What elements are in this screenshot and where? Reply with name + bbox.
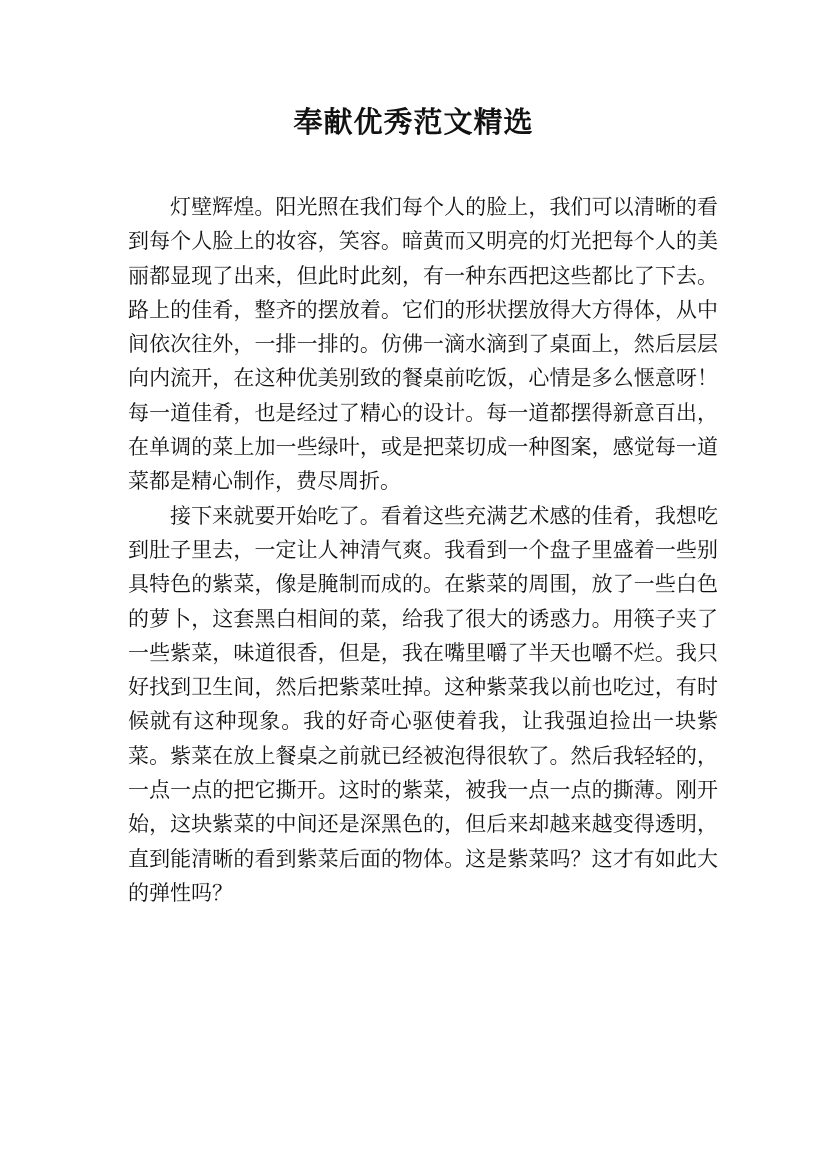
paragraph-2: 接下来就要开始吃了。看着这些充满艺术感的佳肴，我想吃到肚子里去，一定让人神清气爽。我看到一个盘子里盛着一些别具特色的紫菜，像是腌制而成的。在紫菜的周围，放了一些白色的萝卜，这套黑白相间的菜，给我了很大的诱惑力。用筷子夹了一些紫菜，味道很香，但是，我在嘴里嚼了半天也嚼不烂。我只好找到卫生间，然后把紫菜吐掉。这种紫菜我以前也吃过，有时候就有这种现象。我的好奇心驱使着我，让我强迫捡出一块紫菜。紫菜在放上餐桌之前就已经被泡得很软了。然后我轻轻的，一点一点的把它撕开。这时的紫菜，被我一点一点的撕薄。刚开始，这块紫菜的中间还是深黑色的，但后来却越来越变得透明，直到能清晰的看到紫菜后面的物体。这是紫菜吗？这才有如此大的弹性吗？ [128,503,718,905]
document-body [128,190,718,910]
document-title: 奉献优秀范文精选 [293,105,534,139]
paragraph-1: 灯壁辉煌。阳光照在我们每个人的脸上，我们可以清晰的看到每个人脸上的妆容，笑容。暗黄而又明亮的灯光把每个人的美丽都显现了出来，但此时此刻，有一种东西把这些都比了下去。路上的佳肴，整齐的摆放着。它们的形状摆放得大方得体，从中间依次往外，一排一排的。仿佛一滴水滴到了桌面上，然后层层向内流开，在这种优美别致的餐桌前吃饭，心情是多么惬意呀！每一道佳肴，也是经过了精心的设计。每一道都摆得新意百出，在单调的菜上加一些绿叶，或是把菜切成一种图案，感觉每一道菜都是精心制作，费尽周折。 [128,195,718,494]
